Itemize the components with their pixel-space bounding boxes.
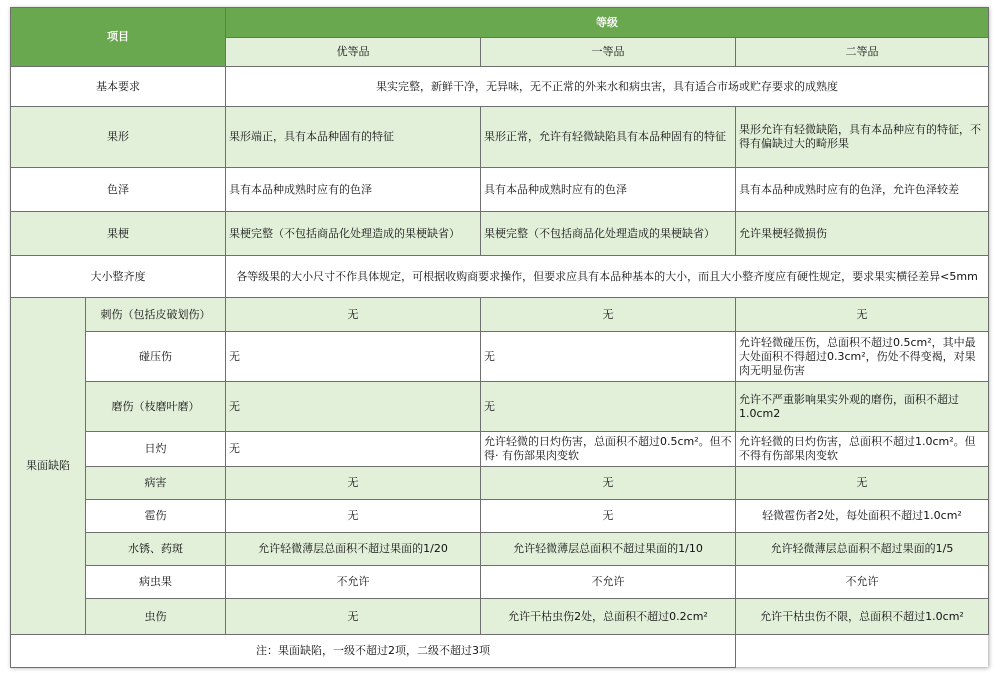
defect-first: 无: [481, 332, 736, 382]
defect-first: 允许干枯虫伤2处，总面积不超过0.2cm²: [481, 599, 736, 635]
color-premium: 具有本品种成熟时应有的色泽: [226, 168, 481, 212]
defect-first: 无: [481, 500, 736, 533]
defect-second: 允许轻微薄层总面积不超过果面的1/5: [736, 533, 989, 566]
defect-first: 无: [481, 298, 736, 332]
basic-text: 果实完整，新鲜干净，无异味，无不正常的外来水和病虫害，具有适合市场或贮存要求的成熟度: [226, 67, 989, 107]
defect-label: 磨伤（枝磨叶磨）: [86, 382, 226, 432]
stem-premium: 果梗完整（不包括商品化处理造成的果梗缺省）: [226, 212, 481, 256]
shape-premium: 果形端正，具有本品种固有的特征: [226, 107, 481, 168]
stem-label: 果梗: [11, 212, 226, 256]
shape-label: 果形: [11, 107, 226, 168]
defect-label: 病害: [86, 467, 226, 500]
header-grade: 等级: [226, 8, 989, 38]
defect-second: 允许轻微的日灼伤害，总面积不超过1.0cm²。但不得有伤部果肉变软: [736, 432, 989, 467]
size-label: 大小整齐度: [11, 256, 226, 298]
defect-second: 无: [736, 298, 989, 332]
header-second-class: 二等品: [736, 38, 989, 67]
defect-premium: 允许轻微薄层总面积不超过果面的1/20: [226, 533, 481, 566]
defect-second: 轻微雹伤者2处，每处面积不超过1.0cm²: [736, 500, 989, 533]
defect-premium: 不允许: [226, 566, 481, 599]
defect-label: 虫伤: [86, 599, 226, 635]
defect-premium: 无: [226, 599, 481, 635]
color-label: 色泽: [11, 168, 226, 212]
header-item: 项目: [11, 8, 226, 67]
defect-group-label: 果面缺陷: [11, 298, 86, 635]
stem-first: 果梗完整（不包括商品化处理造成的果梗缺省）: [481, 212, 736, 256]
color-first: 具有本品种成熟时应有的色泽: [481, 168, 736, 212]
defect-premium: 无: [226, 432, 481, 467]
defect-first: 允许轻微的日灼伤害，总面积不超过0.5cm²。但不得· 有伤部果肉变软: [481, 432, 736, 467]
defect-label: 刺伤（包括皮破划伤）: [86, 298, 226, 332]
color-second: 具有本品种成熟时应有的色泽，允许色泽较差: [736, 168, 989, 212]
defect-second: 无: [736, 467, 989, 500]
defect-first: 允许轻微薄层总面积不超过果面的1/10: [481, 533, 736, 566]
defect-second: 允许干枯虫伤不限，总面积不超过1.0cm²: [736, 599, 989, 635]
defect-premium: 无: [226, 500, 481, 533]
grade-standard-sheet: [10, 7, 988, 667]
defect-second: 允许不严重影响果实外观的磨伤，面积不超过1.0cm2: [736, 382, 989, 432]
defect-premium: 无: [226, 298, 481, 332]
header-premium: 优等品: [226, 38, 481, 67]
defect-premium: 无: [226, 382, 481, 432]
apple-grade-table: [10, 7, 989, 668]
defect-first: 无: [481, 467, 736, 500]
size-text: 各等级果的大小尺寸不作具体规定，可根据收购商要求操作，但要求应具有本品种基本的大小，而且大小整齐度应有硬性规定，要求果实横径差异<5mm: [226, 256, 989, 298]
header-first-class: 一等品: [481, 38, 736, 67]
defect-first: 不允许: [481, 566, 736, 599]
defect-premium: 无: [226, 332, 481, 382]
defect-premium: 无: [226, 467, 481, 500]
shape-first: 果形正常，允许有轻微缺陷具有本品种固有的特征: [481, 107, 736, 168]
defect-label: 雹伤: [86, 500, 226, 533]
shape-second: 果形允许有轻微缺陷，具有本品种应有的特征，不得有偏缺过大的畸形果: [736, 107, 989, 168]
defect-label: 水锈、药斑: [86, 533, 226, 566]
defect-second: 允许轻微碰压伤，总面积不超过0.5cm²，其中最大处面积不得超过0.3cm²，伤处不得变褐，对果肉无明显伤害: [736, 332, 989, 382]
defect-first: 无: [481, 382, 736, 432]
stem-second: 允许果梗轻微损伤: [736, 212, 989, 256]
defect-label: 病虫果: [86, 566, 226, 599]
defect-label: 日灼: [86, 432, 226, 467]
footnote: 注：果面缺陷，一级不超过2项，二级不超过3项: [11, 635, 736, 668]
basic-label: 基本要求: [11, 67, 226, 107]
defect-label: 碰压伤: [86, 332, 226, 382]
defect-second: 不允许: [736, 566, 989, 599]
